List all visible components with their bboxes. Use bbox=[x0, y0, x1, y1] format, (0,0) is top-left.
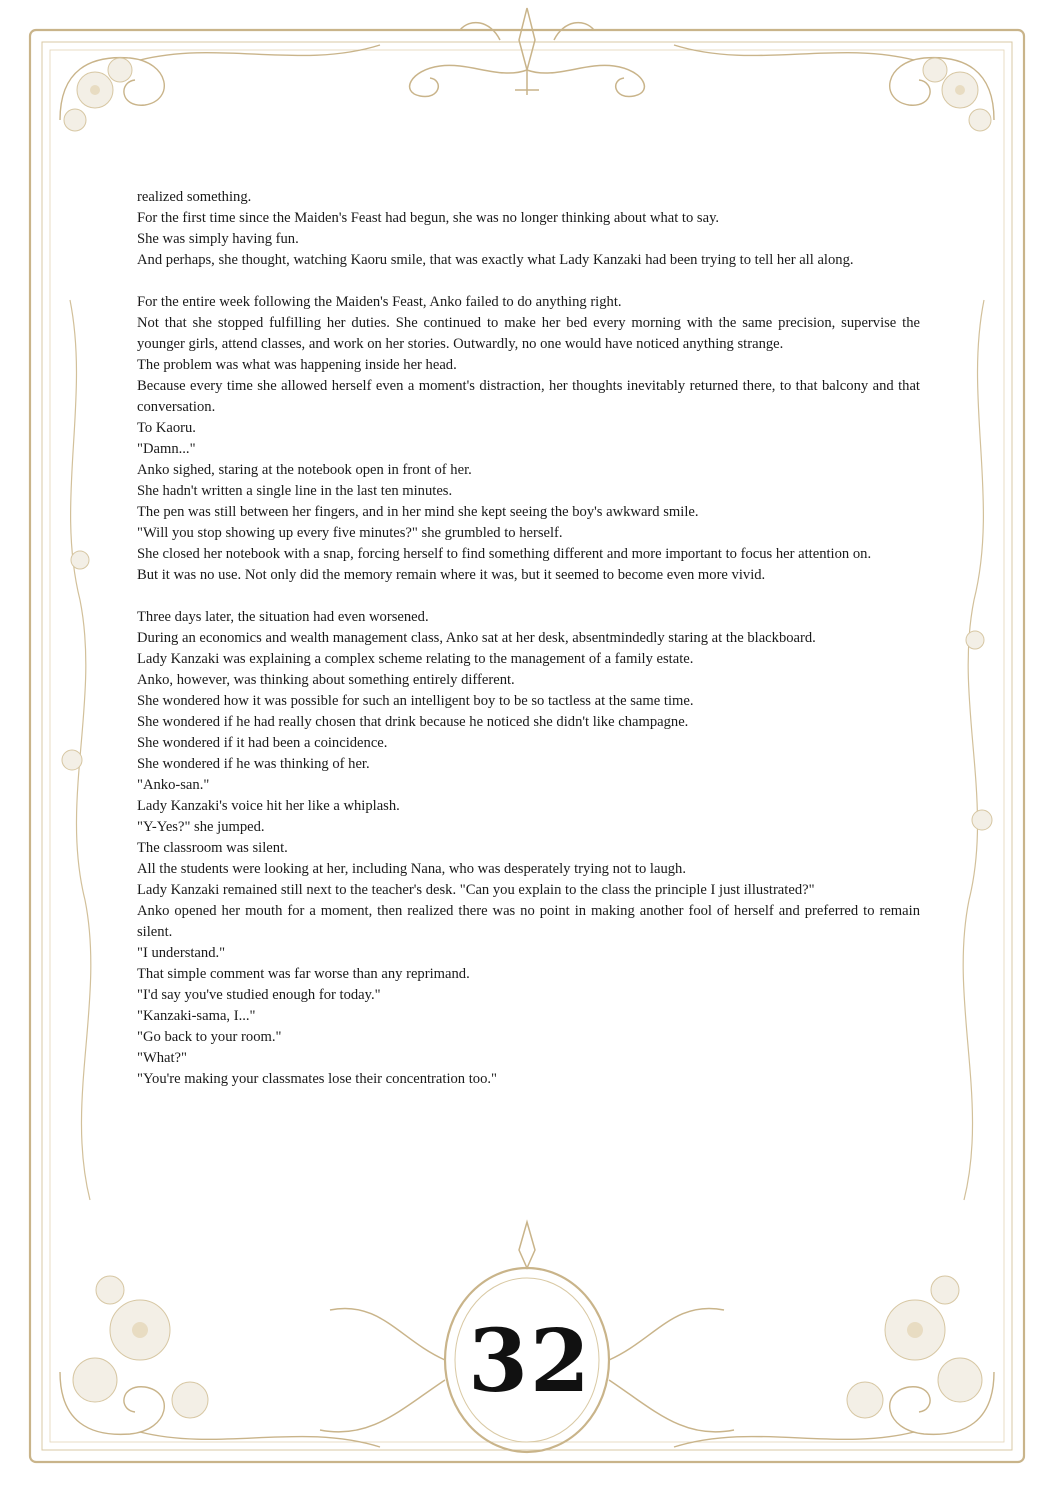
paragraph: Lady Kanzaki's voice hit her like a whiplash. bbox=[137, 798, 400, 814]
paragraph: And perhaps, she thought, watching Kaoru smile, that was exactly what Lady Kanzaki had been trying to tell her all along. bbox=[137, 252, 854, 268]
paragraph: "Kanzaki-sama, I..." bbox=[137, 1008, 256, 1024]
paragraph: The problem was what was happening inside her head. bbox=[137, 357, 457, 373]
paragraph: realized something. bbox=[137, 189, 252, 205]
paragraph: Lady Kanzaki remained still next to the teacher's desk. "Can you explain to the class the principle I just illustrated?" bbox=[137, 882, 815, 898]
paragraph: Not that she stopped fulfilling her duties. She continued to make her bed every morning with the same precision, supervise the younger girls, attend classes, and work on her stories. Outwardly, no one would have noticed anything strange. bbox=[137, 315, 920, 352]
paragraph: She closed her notebook with a snap, forcing herself to find something different and more important to focus her attention on. bbox=[137, 546, 872, 562]
paragraph: During an economics and wealth management class, Anko sat at her desk, absentmindedly staring at the blackboard. bbox=[137, 630, 816, 646]
paragraph: "I'd say you've studied enough for today." bbox=[137, 987, 381, 1003]
paragraph: "Anko-san." bbox=[137, 777, 210, 793]
paragraph: "What?" bbox=[137, 1050, 187, 1066]
paragraph: Because every time she allowed herself even a moment's distraction, her thoughts inevitably returned there, to that balcony and that conversation. bbox=[137, 378, 920, 415]
paragraph: She was simply having fun. bbox=[137, 231, 299, 247]
paragraph: She wondered if it had been a coincidence. bbox=[137, 735, 388, 751]
paragraph: She wondered if he was thinking of her. bbox=[137, 756, 370, 772]
paragraph: She wondered if he had really chosen that drink because he noticed she didn't like champagne. bbox=[137, 714, 689, 730]
paragraph: "Go back to your room." bbox=[137, 1029, 282, 1045]
paragraph: The classroom was silent. bbox=[137, 840, 288, 856]
paragraph: Anko sighed, staring at the notebook open in front of her. bbox=[137, 462, 472, 478]
paragraph: That simple comment was far worse than any reprimand. bbox=[137, 966, 470, 982]
paragraph: She hadn't written a single line in the last ten minutes. bbox=[137, 483, 453, 499]
paragraph: Anko opened her mouth for a moment, then realized there was no point in making another fool of herself and preferred to remain silent. bbox=[137, 903, 920, 940]
paragraph: Anko, however, was thinking about something entirely different. bbox=[137, 672, 515, 688]
paragraph: Three days later, the situation had even worsened. bbox=[137, 609, 429, 625]
paragraph: For the first time since the Maiden's Feast had begun, she was no longer thinking about what to say. bbox=[137, 210, 720, 226]
paragraph: Lady Kanzaki was explaining a complex scheme relating to the management of a family estate. bbox=[137, 651, 694, 667]
chapter-text bbox=[137, 187, 920, 1090]
paragraph: "Y-Yes?" she jumped. bbox=[137, 819, 265, 835]
paragraph: "You're making your classmates lose their concentration too." bbox=[137, 1071, 497, 1087]
paragraph: "I understand." bbox=[137, 945, 226, 961]
paragraph: "Damn..." bbox=[137, 441, 196, 457]
page-number: 32 bbox=[468, 1310, 592, 1412]
paragraph: For the entire week following the Maiden's Feast, Anko failed to do anything right. bbox=[137, 294, 622, 310]
paragraph: To Kaoru. bbox=[137, 420, 196, 436]
paragraph: The pen was still between her fingers, and in her mind she kept seeing the boy's awkward smile. bbox=[137, 504, 699, 520]
paragraph: But it was no use. Not only did the memory remain where it was, but it seemed to become even more vivid. bbox=[137, 567, 766, 583]
paragraph: All the students were looking at her, including Nana, who was desperately trying not to laugh. bbox=[137, 861, 686, 877]
paragraph: "Will you stop showing up every five minutes?" she grumbled to herself. bbox=[137, 525, 563, 541]
paragraph: She wondered how it was possible for such an intelligent boy to be so tactless at the same time. bbox=[137, 693, 694, 709]
